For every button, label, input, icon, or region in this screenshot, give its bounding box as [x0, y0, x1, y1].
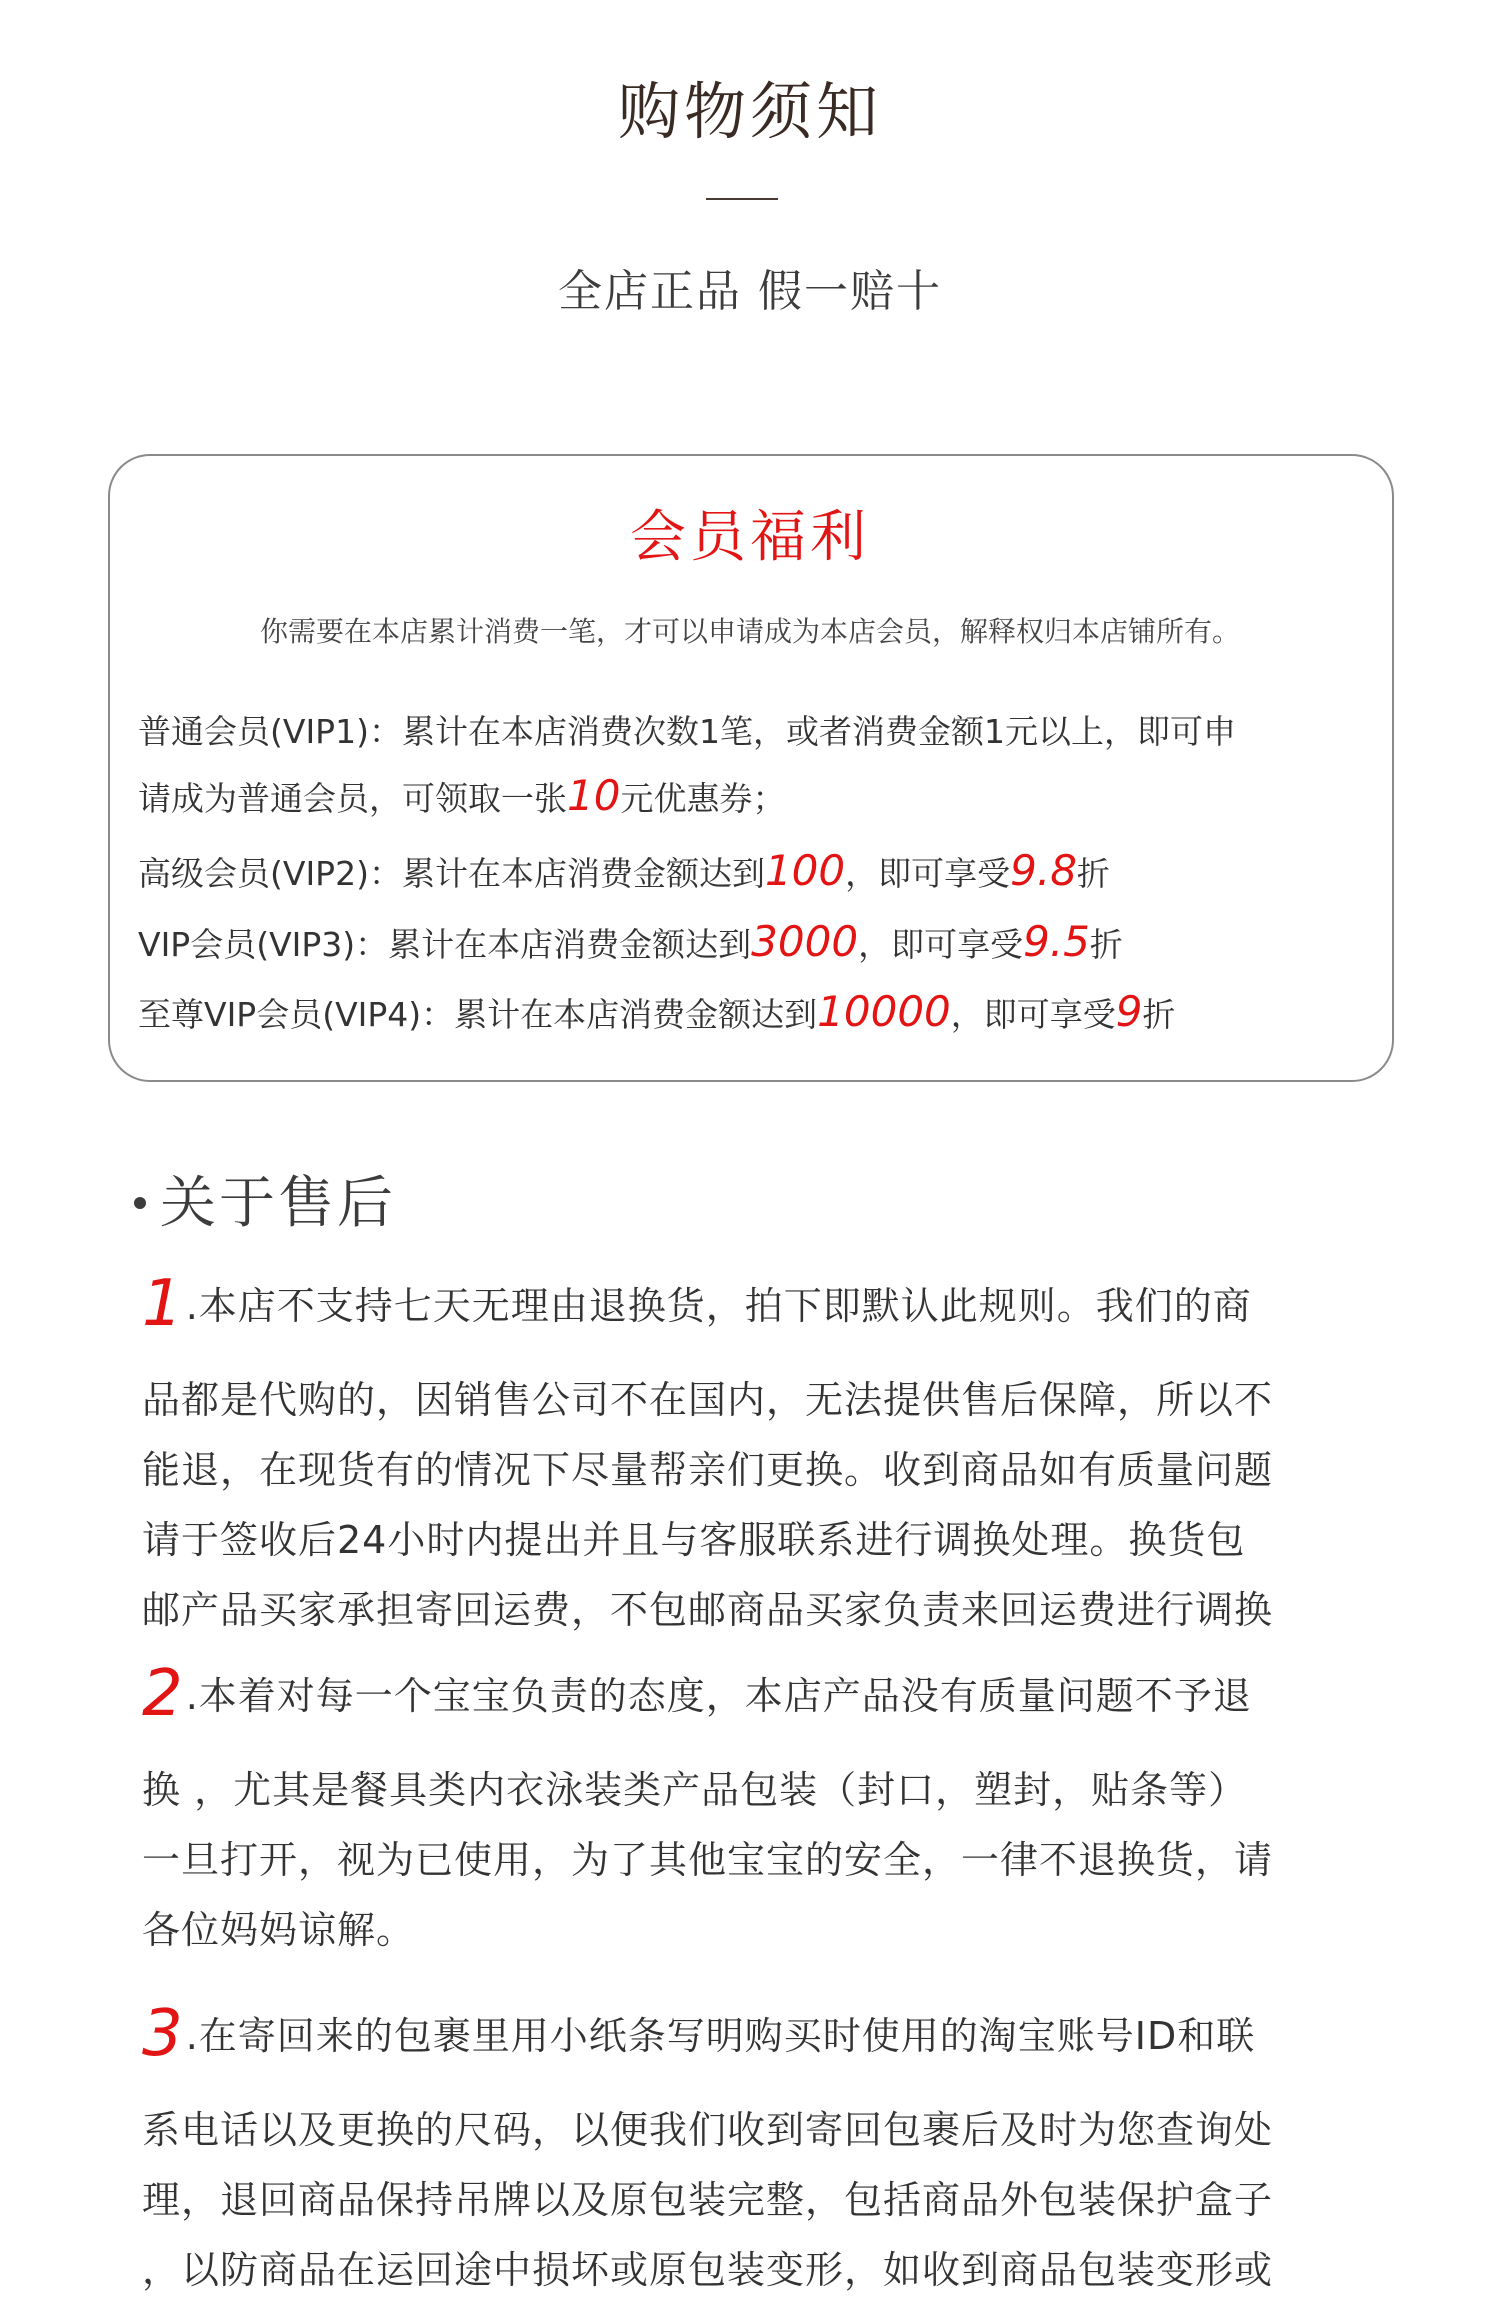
vip-line-text: ，即可享受	[950, 995, 1116, 1034]
vip-highlight-value: 9.8	[1010, 846, 1077, 895]
member-benefits-description: 你需要在本店累计消费一笔，才可以申请成为本店会员，解释权归本店铺所有。	[259, 615, 1240, 648]
rule-text-line: 各位妈妈谅解。	[142, 1908, 416, 1952]
rule-number: 2	[142, 1657, 184, 1731]
title-divider	[706, 198, 778, 200]
vip-line	[138, 707, 1368, 757]
vip-line-text: VIP会员(VIP3)：累计在本店消费金额达到	[138, 925, 752, 964]
vip-line-text: ，即可享受	[858, 925, 1024, 964]
vip-line-text: 高级会员(VIP2)：累计在本店消费金额达到	[138, 854, 765, 893]
vip-line-text: 元优惠券；	[620, 779, 786, 818]
rule-number: 1	[142, 1267, 184, 1341]
rule-number: 3	[142, 1997, 184, 2071]
vip-line-text: 请成为普通会员，可领取一张	[138, 779, 567, 818]
rule-text-line: 请于签收后24小时内提出并且与客服联系进行调换处理。换货包	[142, 1518, 1246, 1562]
vip-highlight-value: 9	[1115, 987, 1143, 1036]
rule-text: .本店不支持七天无理由退换货，拍下即默认此规则。我们的商	[185, 1284, 1252, 1328]
vip-highlight-value: 100	[764, 846, 846, 895]
aftersale-section-title	[134, 1168, 396, 1240]
vip-line-text: ，即可享受	[845, 854, 1011, 893]
rule-text-line: 系电话以及更换的尺码，以便我们收到寄回包裹后及时为您查询处	[142, 2108, 1274, 2152]
member-benefits-title: 会员福利	[630, 505, 870, 570]
vip-line	[138, 987, 1368, 1040]
vip-highlight-value: 10000	[817, 987, 951, 1036]
rule-first-line	[142, 1267, 1382, 1341]
page-subtitle: 全店正品 假一赔十	[558, 266, 942, 317]
rule-text: .在寄回来的包裹里用小纸条写明购买时使用的淘宝账号ID和联	[185, 2014, 1256, 2058]
rule-text-line: 能退，在现货有的情况下尽量帮亲们更换。收到商品如有质量问题	[142, 1448, 1274, 1492]
vip-line	[138, 846, 1368, 899]
rule-text-line: 邮产品买家承担寄回运费，不包邮商品买家负责来回运费进行调换	[142, 1588, 1274, 1632]
vip-highlight-value: 9.5	[1023, 917, 1090, 966]
vip-line	[138, 917, 1368, 970]
rule-first-line	[142, 1997, 1382, 2071]
rule-text: .本着对每一个宝宝负责的态度，本店产品没有质量问题不予退	[185, 1674, 1252, 1718]
bullet-dot	[134, 1197, 146, 1209]
vip-line-text: 普通会员(VIP1)：累计在本店消费次数1笔，或者消费金额1元以上，即可申	[138, 712, 1236, 751]
rule-first-line	[142, 1657, 1382, 1731]
vip-highlight-value: 10	[567, 771, 621, 820]
aftersale-title-text: 关于售后	[160, 1171, 396, 1236]
rule-text-line: 一旦打开，视为已使用，为了其他宝宝的安全，一律不退换货，请	[142, 1838, 1274, 1882]
vip-line-text: 折	[1076, 854, 1110, 893]
rule-text-line: 换 ，尤其是餐具类内衣泳装类产品包装（封口，塑封，贴条等）	[142, 1768, 1248, 1812]
vip-line-text: 折	[1142, 995, 1176, 1034]
rule-text-line: ，以防商品在运回途中损坏或原包装变形，如收到商品包装变形或	[142, 2248, 1274, 2292]
rule-text-line: 理，退回商品保持吊牌以及原包装完整，包括商品外包装保护盒子	[142, 2178, 1274, 2222]
rule-text-line: 品都是代购的，因销售公司不在国内，无法提供售后保障，所以不	[142, 1378, 1274, 1422]
page-title: 购物须知	[617, 75, 882, 148]
vip-line	[138, 771, 1368, 824]
vip-line-text: 折	[1089, 925, 1123, 964]
vip-highlight-value: 3000	[751, 917, 859, 966]
vip-line-text: 至尊VIP会员(VIP4)：累计在本店消费金额达到	[138, 995, 818, 1034]
